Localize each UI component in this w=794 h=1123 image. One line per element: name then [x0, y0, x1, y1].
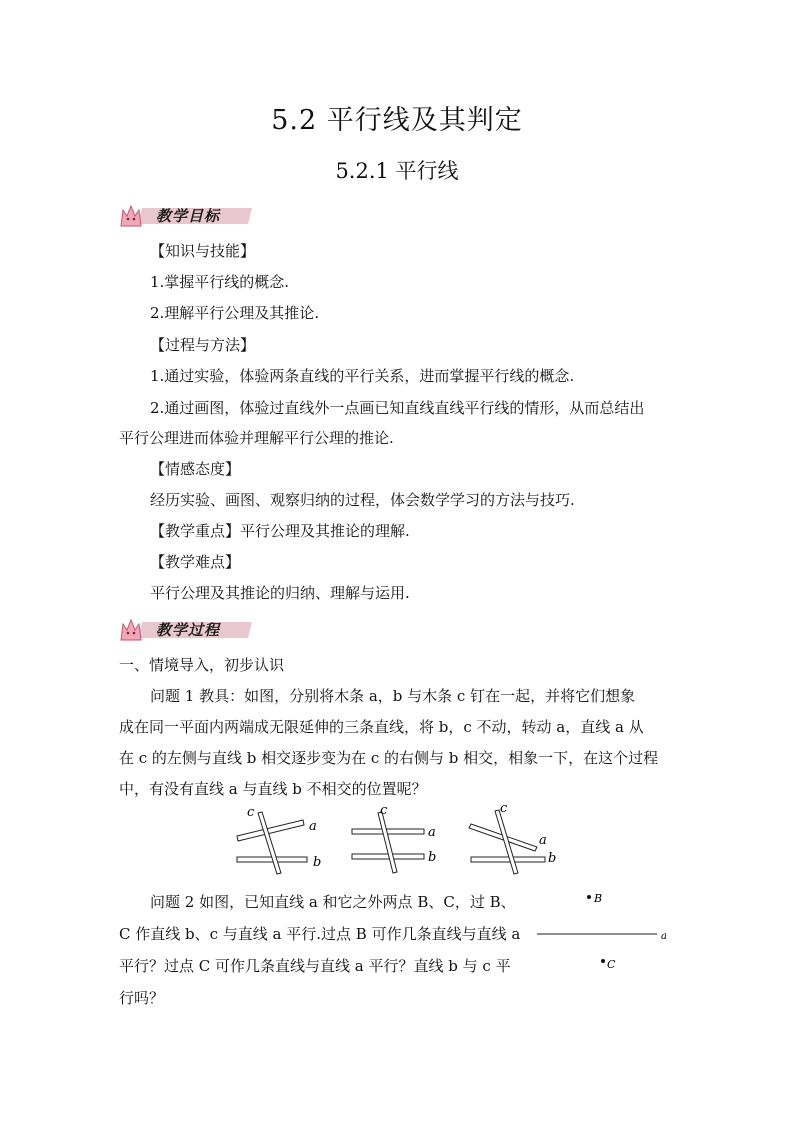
- label-c: c: [247, 805, 255, 820]
- label-b: b: [548, 851, 557, 866]
- label-c: c: [500, 801, 508, 816]
- method-heading: 【过程与方法】: [150, 336, 256, 354]
- key-heading: 【教学重点】: [150, 522, 241, 540]
- point-c-dot: [601, 959, 605, 963]
- emotion-item: 经历实验、画图、观察归纳的过程，体会数学学习的方法与技巧.: [150, 491, 575, 509]
- label-point-b: B: [594, 892, 603, 905]
- point-b-dot: [587, 895, 591, 899]
- method-item-1: 1.通过实验，体验两条直线的平行关系，进而掌握平行线的概念.: [150, 367, 575, 385]
- stick-diagram-1: [237, 805, 321, 874]
- question-2-line1: 问题 2 如图，已知直线 a 和它之外两点 B、C，过 B、: [150, 893, 516, 911]
- section-label: 教学目标: [156, 207, 221, 225]
- stick-diagram-2: [352, 803, 436, 873]
- figure-line-points: [530, 888, 680, 978]
- fox-mascot-icon: [116, 614, 146, 644]
- label-b: b: [313, 855, 322, 870]
- question-1-line1: 问题 1 教具：如图，分别将木条 a，b 与木条 c 钉在一起，并将它们想象: [150, 687, 636, 705]
- section-objectives: [116, 200, 266, 230]
- page-subtitle: 5.2.1 平行线: [335, 159, 459, 183]
- label-a: a: [428, 825, 436, 840]
- page-title: 5.2 平行线及其判定: [271, 105, 523, 136]
- knowledge-item-2: 2.理解平行公理及其推论.: [150, 304, 320, 322]
- question-1-line4: 中，有没有直线 a 与直线 b 不相交的位置呢？: [119, 780, 427, 798]
- key-points: [150, 521, 410, 541]
- label-a: a: [539, 833, 547, 848]
- stick-diagram-3: [469, 801, 556, 874]
- question-2-line2: C 作直线 b、c 与直线 a 平行.过点 B 可作几条直线与直线 a: [119, 925, 521, 943]
- section-process: [116, 614, 266, 644]
- label-c: c: [380, 803, 388, 818]
- question-2-line4: 行吗？: [119, 989, 165, 1007]
- key-text: 平行公理及其推论的理解.: [240, 522, 410, 540]
- question-1-line2: 成在同一平面内两端成无限延伸的三条直线，将 b，c 不动，转动 a，直线 a 从: [119, 718, 644, 736]
- section-label: 教学过程: [156, 621, 221, 639]
- knowledge-item-1: 1.掌握平行线的概念.: [150, 273, 290, 291]
- difficulty-heading: 【教学难点】: [150, 553, 241, 571]
- knowledge-heading: 【知识与技能】: [150, 242, 256, 260]
- difficulty-text: 平行公理及其推论的归纳、理解与运用.: [150, 584, 410, 602]
- method-item-2-line2: 平行公理进而体验并理解平行公理的推论.: [119, 429, 394, 447]
- figure-sticks: [225, 800, 575, 880]
- question-1-line3: 在 c 的左侧与直线 b 相交逐步变为在 c 的右侧与 b 相交，相象一下，在这个过程: [119, 749, 659, 767]
- part-1-heading: 一、情境导入，初步认识: [119, 656, 285, 674]
- fox-mascot-icon: [116, 200, 146, 230]
- question-2-line3: 平行？过点 C 可作几条直线与直线 a 平行？直线 b 与 c 平: [119, 957, 511, 975]
- label-line-a: a: [661, 931, 667, 942]
- label-b: b: [428, 850, 437, 865]
- label-a: a: [309, 819, 317, 834]
- emotion-heading: 【情感态度】: [150, 460, 241, 478]
- label-point-c: C: [607, 958, 616, 971]
- method-item-2-line1: 2.通过画图，体验过直线外一点画已知直线直线平行线的情形，从而总结出: [150, 399, 645, 417]
